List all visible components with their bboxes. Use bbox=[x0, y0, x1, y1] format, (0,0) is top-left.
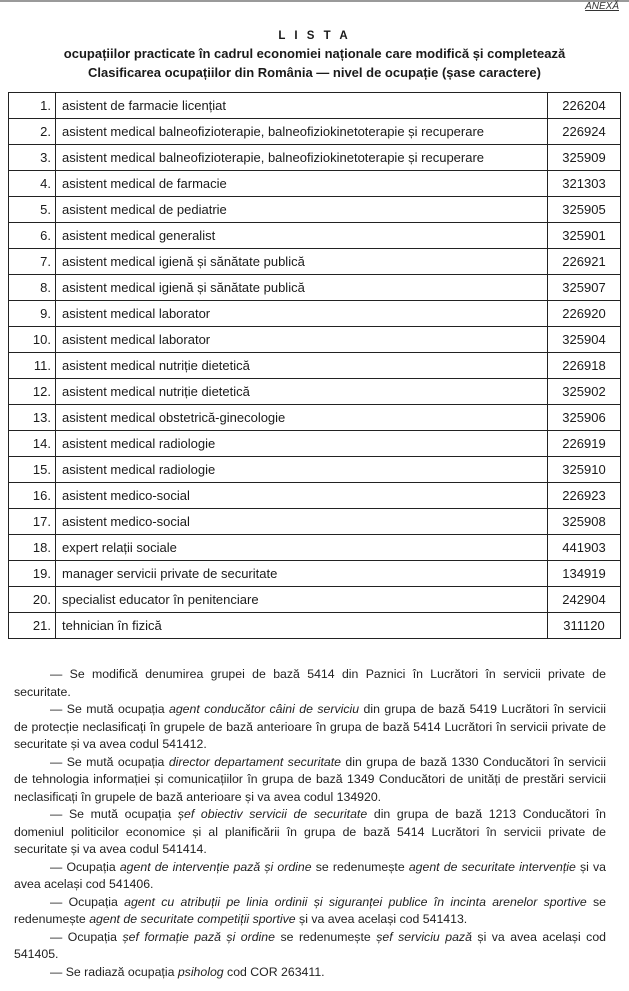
note-text: — Ocupația bbox=[50, 894, 125, 909]
note-paragraph bbox=[14, 894, 606, 929]
occupation-code: 134919 bbox=[548, 561, 621, 587]
document-title-block bbox=[0, 28, 629, 82]
row-number: 16. bbox=[9, 483, 56, 509]
occupation-term: psiholog bbox=[177, 964, 224, 979]
occupation-name: asistent medical generalist bbox=[56, 223, 548, 249]
note-text: — Se mută ocupația bbox=[50, 702, 169, 716]
note-paragraph bbox=[14, 701, 606, 754]
document-title: L I S T A bbox=[278, 30, 351, 42]
occupation-name: asistent medical laborator bbox=[56, 301, 548, 327]
note-text: — Se modifică denumirea grupei de bază 5414 din Paznici în Lucrători în servicii private de securitate. bbox=[14, 667, 606, 699]
occupation-code: 226921 bbox=[548, 249, 621, 275]
row-number: 11. bbox=[9, 353, 56, 379]
occupation-name: asistent medical de farmacie bbox=[56, 171, 548, 197]
note-text: — Ocupația bbox=[50, 929, 123, 944]
occupation-name: tehnician în fizică bbox=[56, 613, 548, 639]
occupation-name: asistent medical nutriție dietetică bbox=[56, 353, 548, 379]
note-paragraph bbox=[14, 929, 606, 964]
table-row bbox=[9, 613, 621, 639]
note-text: se redenumește bbox=[274, 929, 377, 944]
note-paragraph bbox=[14, 859, 606, 894]
note-text: din grupa de bază 5419 Lucrători în servicii de protecție neclasificați în grupele de bază anterioare în grupa de bază 5414 Lucrători în servicii private de securitate și va avea codul 541412. bbox=[14, 702, 606, 751]
occupation-term: șef obiectiv servicii de securitate bbox=[177, 807, 368, 821]
occupation-name: asistent medical laborator bbox=[56, 327, 548, 353]
occupations-table bbox=[8, 92, 621, 639]
note-text: și va avea același cod 541405. bbox=[14, 929, 606, 961]
occupation-name: asistent medical radiologie bbox=[56, 431, 548, 457]
table-row bbox=[9, 431, 621, 457]
row-number: 21. bbox=[9, 613, 56, 639]
occupation-code: 226923 bbox=[548, 483, 621, 509]
row-number: 17. bbox=[9, 509, 56, 535]
table-row bbox=[9, 405, 621, 431]
row-number: 4. bbox=[9, 171, 56, 197]
row-number: 10. bbox=[9, 327, 56, 353]
occupation-name: manager servicii private de securitate bbox=[56, 561, 548, 587]
occupation-code: 226918 bbox=[548, 353, 621, 379]
table-row bbox=[9, 119, 621, 145]
row-number: 1. bbox=[9, 93, 56, 119]
table-row bbox=[9, 223, 621, 249]
row-number: 8. bbox=[9, 275, 56, 301]
occupation-code: 441903 bbox=[548, 535, 621, 561]
amendment-notes bbox=[14, 666, 606, 981]
occupation-code: 226204 bbox=[548, 93, 621, 119]
occupation-term: agent de securitate competiții sportive bbox=[89, 912, 296, 926]
note-text: — Se radiază ocupația bbox=[50, 964, 178, 979]
note-paragraph bbox=[14, 806, 606, 859]
note-text: — Se mută ocupația bbox=[50, 754, 169, 769]
table-row bbox=[9, 197, 621, 223]
row-number: 5. bbox=[9, 197, 56, 223]
document-subtitle-line1: ocupațiilor practicate în cadrul economiei naționale care modifică și completează bbox=[63, 46, 566, 61]
occupation-term: agent de intervenție pază și ordine bbox=[119, 859, 312, 874]
note-text: și va avea același cod 541413. bbox=[295, 912, 468, 926]
occupation-name: asistent medical radiologie bbox=[56, 457, 548, 483]
occupation-name: asistent medical obstetrică-ginecologie bbox=[56, 405, 548, 431]
occupation-code: 226920 bbox=[548, 301, 621, 327]
occupation-name: asistent medical balneofizioterapie, balneofiziokinetoterapie și recuperare bbox=[56, 145, 548, 171]
row-number: 15. bbox=[9, 457, 56, 483]
note-text: din grupa de bază 1330 Conducători în servicii de tehnologia informației și comunicațiilor în grupa de bază 1349 Conducători de unități de prestări servicii neclasificați în grupele de bază anterioare și va avea codul 134920. bbox=[14, 754, 606, 804]
row-number: 18. bbox=[9, 535, 56, 561]
occupation-name: asistent medical igienă și sănătate publică bbox=[56, 249, 548, 275]
table-row bbox=[9, 275, 621, 301]
table-row bbox=[9, 327, 621, 353]
occupation-code: 325906 bbox=[548, 405, 621, 431]
occupation-code: 325902 bbox=[548, 379, 621, 405]
note-text: — Se mută ocupația bbox=[50, 807, 178, 821]
table-row bbox=[9, 171, 621, 197]
occupation-name: asistent medical balneofizioterapie, balneofiziokinetoterapie și recuperare bbox=[56, 119, 548, 145]
note-paragraph bbox=[14, 964, 606, 982]
occupation-name: asistent medical igienă și sănătate publică bbox=[56, 275, 548, 301]
occupation-code: 226919 bbox=[548, 431, 621, 457]
table-row bbox=[9, 93, 621, 119]
occupation-name: asistent medico-social bbox=[56, 509, 548, 535]
row-number: 7. bbox=[9, 249, 56, 275]
top-border-line bbox=[0, 0, 629, 2]
row-number: 13. bbox=[9, 405, 56, 431]
note-text: se redenumește bbox=[311, 859, 409, 874]
note-paragraph bbox=[14, 666, 606, 701]
row-number: 14. bbox=[9, 431, 56, 457]
occupation-term: agent cu atribuții pe linia ordinii și siguranței publice în incinta arenelor sportive bbox=[124, 894, 587, 909]
row-number: 19. bbox=[9, 561, 56, 587]
note-text: și va avea același cod 541406. bbox=[14, 859, 607, 891]
table-row bbox=[9, 379, 621, 405]
occupation-name: asistent de farmacie licențiat bbox=[56, 93, 548, 119]
row-number: 9. bbox=[9, 301, 56, 327]
document-subtitle-line2: Clasificarea ocupațiilor din România — nivel de ocupație (șase caractere) bbox=[88, 65, 541, 80]
occupation-code: 321303 bbox=[548, 171, 621, 197]
table-row bbox=[9, 249, 621, 275]
occupation-code: 325910 bbox=[548, 457, 621, 483]
table-row bbox=[9, 353, 621, 379]
table-row bbox=[9, 483, 621, 509]
table-row bbox=[9, 535, 621, 561]
occupation-name: asistent medico-social bbox=[56, 483, 548, 509]
occupation-code: 325901 bbox=[548, 223, 621, 249]
note-text: cod COR 263411. bbox=[223, 964, 325, 979]
occupations-table-body bbox=[9, 93, 621, 639]
note-text: — Ocupația bbox=[50, 859, 120, 874]
occupation-name: expert relații sociale bbox=[56, 535, 548, 561]
table-row bbox=[9, 457, 621, 483]
table-row bbox=[9, 145, 621, 171]
note-text: se redenumește bbox=[14, 894, 606, 926]
row-number: 12. bbox=[9, 379, 56, 405]
occupation-code: 311120 bbox=[548, 613, 621, 639]
occupation-term: agent conducător câini de serviciu bbox=[169, 702, 360, 716]
occupation-name: asistent medical nutriție dietetică bbox=[56, 379, 548, 405]
occupation-term: șef serviciu pază bbox=[376, 929, 472, 944]
occupation-code: 325908 bbox=[548, 509, 621, 535]
table-row bbox=[9, 587, 621, 613]
row-number: 3. bbox=[9, 145, 56, 171]
occupation-term: agent de securitate intervenție bbox=[408, 859, 576, 874]
row-number: 20. bbox=[9, 587, 56, 613]
annex-label: ANEXĂ bbox=[585, 1, 619, 12]
table-row bbox=[9, 561, 621, 587]
occupation-name: specialist educator în penitenciare bbox=[56, 587, 548, 613]
occupation-code: 242904 bbox=[548, 587, 621, 613]
occupation-code: 325907 bbox=[548, 275, 621, 301]
table-row bbox=[9, 301, 621, 327]
occupation-term: director departament securitate bbox=[168, 754, 341, 769]
row-number: 6. bbox=[9, 223, 56, 249]
occupation-code: 325909 bbox=[548, 145, 621, 171]
note-paragraph bbox=[14, 754, 606, 807]
row-number: 2. bbox=[9, 119, 56, 145]
occupation-term: șef formație pază și ordine bbox=[122, 929, 275, 944]
occupation-name: asistent medical de pediatrie bbox=[56, 197, 548, 223]
note-text: din grupa de bază 1213 Conducători în domeniul politicilor economice și al planificării în grupa de bază 5414 Lucrători în servicii private de securitate și va avea codul 541414. bbox=[14, 807, 606, 856]
occupation-code: 226924 bbox=[548, 119, 621, 145]
occupation-code: 325905 bbox=[548, 197, 621, 223]
occupation-code: 325904 bbox=[548, 327, 621, 353]
table-row bbox=[9, 509, 621, 535]
